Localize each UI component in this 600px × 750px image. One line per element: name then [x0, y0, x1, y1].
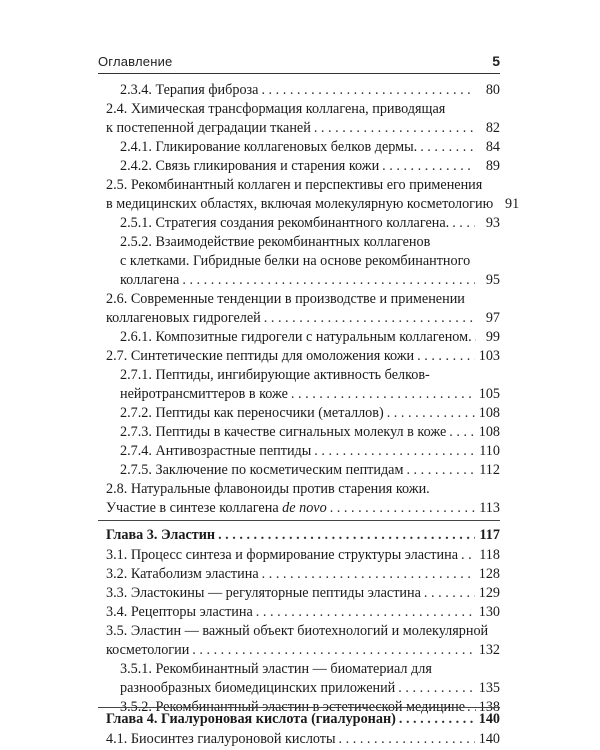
toc-entry-3-4: 3.4. Рецепторы эластина . . . 130: [106, 602, 500, 622]
toc-entry-line: 2.7.1. Пептиды, ингибирующие активность белков-: [120, 367, 430, 383]
toc-entry-line: 2.5. Рекомбинантный коллаген и перспективы его применения: [106, 177, 483, 193]
toc-entry-3-5-2: 3.5.2. Рекомбинантный эластин в эстетической медицине . . . 138: [120, 697, 500, 717]
toc-entry-2-7: 2.7. Синтетические пептиды для омоложения кожи . . . 103: [106, 346, 500, 366]
toc-entry-line: 2.4. Химическая трансформация коллагена, приводящая: [106, 101, 446, 117]
toc-entry-3-3: 3.3. Эластокины — регуляторные пептиды эластина . . . 129: [106, 583, 500, 603]
toc-entry-2-7-1: нейротрансмиттеров в коже . . . 105: [120, 384, 500, 404]
toc-chapter-4: Глава 4. Гиалуроновая кислота (гиалуронан) . . . 140: [106, 709, 500, 729]
toc-page-number: 89: [485, 158, 500, 174]
page-number: 5: [492, 53, 500, 69]
toc-page-number: 97: [485, 310, 500, 326]
toc-page-number: 135: [478, 680, 500, 696]
toc-page-number: 138: [478, 699, 500, 715]
toc-page-number: 105: [478, 386, 500, 402]
toc-page-number: 132: [478, 642, 500, 658]
toc-page-number: 117: [479, 527, 500, 543]
toc-entry-4-1: 4.1. Биосинтез гиалуроновой кислоты . . . 140: [106, 729, 500, 749]
toc-entry-line: 2.5.2. Взаимодействие рекомбинантных коллагенов: [120, 234, 431, 250]
toc-page-number: 108: [478, 424, 500, 440]
toc-entry-2-7-3: 2.7.3. Пептиды в качестве сигнальных молекул в коже . . . 108: [120, 422, 500, 442]
toc-entry-2-7-5: 2.7.5. Заключение по косметическим пептидам . . . 112: [120, 460, 500, 480]
toc-entry-2-7-2: 2.7.2. Пептиды как переносчики (металлов) . . . 108: [120, 403, 500, 423]
toc-page-number: 103: [478, 348, 500, 364]
toc-chapter-3: Глава 3. Эластин . . . 117: [106, 525, 500, 545]
toc-entry-2-3-4: 2.3.4. Терапия фиброза . . . 80: [120, 80, 500, 100]
toc-page-number: 80: [485, 82, 500, 98]
toc-entry-line: 2.8. Натуральные флавоноиды против старения кожи.: [106, 481, 430, 497]
toc-entry-line: 3.5.1. Рекомбинантный эластин — биоматериал для: [120, 661, 432, 677]
toc-entry-2-5: в медицинских областях, включая молекулярную косметологию 91: [106, 196, 520, 212]
toc-entry-2-4-2: 2.4.2. Связь гликирования и старения кожи . . . 89: [120, 156, 500, 176]
header-title: Оглавление: [98, 54, 173, 69]
toc-entry-line: 2.6. Современные тенденции в производстве и применении: [106, 291, 465, 307]
header-rule: [98, 73, 500, 74]
toc-page-number: 84: [485, 139, 500, 155]
toc-entry-2-8: Участие в синтезе коллагена de novo . . . 113: [106, 498, 500, 518]
toc-entry-line: 3.5. Эластин — важный объект биотехнологий и молекулярной: [106, 623, 489, 639]
toc-page-number: 108: [478, 405, 500, 421]
toc-page-number: 130: [478, 604, 500, 620]
toc-entry-2-5-1: 2.5.1. Стратегия создания рекомбинантного коллагена. . . . 93: [120, 213, 500, 233]
running-header: [98, 54, 500, 70]
toc-page-number: 95: [485, 272, 500, 288]
toc-page-number: 129: [478, 585, 500, 601]
toc-entry-2-4-1: 2.4.1. Гликирование коллагеновых белков дермы. . . . 84: [120, 137, 500, 157]
toc-entry-2-7-4: 2.7.4. Антивозрастные пептиды . . . 110: [120, 441, 500, 461]
toc-page-number: 140: [478, 711, 500, 727]
toc-page-number: 113: [479, 500, 500, 516]
toc-entry-2-5-2: коллагена . . . 95: [120, 270, 500, 290]
toc-page-number: 99: [485, 329, 500, 345]
toc-entry-3-2: 3.2. Катаболизм эластина . . . 128: [106, 564, 500, 584]
toc-entry-2-4: к постепенной деградации тканей . . . 82: [106, 118, 500, 138]
toc-page-number: 93: [485, 215, 500, 231]
chapter-divider: [98, 520, 500, 521]
toc-page-number: 112: [479, 462, 500, 478]
toc-entry-2-6-1: 2.6.1. Композитные гидрогели с натуральным коллагеном. . . . 99: [120, 327, 500, 347]
toc-page-number: 110: [479, 443, 500, 459]
toc-entry-3-1: 3.1. Процесс синтеза и формирование структуры эластина . . . 118: [106, 545, 500, 565]
toc-entry-line: с клетками. Гибридные белки на основе рекомбинантного: [120, 253, 471, 269]
toc-entry-2-6: коллагеновых гидрогелей . . . 97: [106, 308, 500, 328]
toc-page-number: 128: [478, 566, 500, 582]
toc-page-number: 82: [485, 120, 500, 136]
toc-entry-3-5-1: разнообразных биомедицинских приложений . . . 135: [120, 678, 500, 698]
toc-page-number: 118: [479, 547, 500, 563]
chapter-divider: [98, 707, 500, 708]
toc-page-number: 91: [505, 196, 520, 212]
toc-entry-3-5: косметологии . . . 132: [106, 640, 500, 660]
toc-page-number: 140: [478, 731, 500, 747]
